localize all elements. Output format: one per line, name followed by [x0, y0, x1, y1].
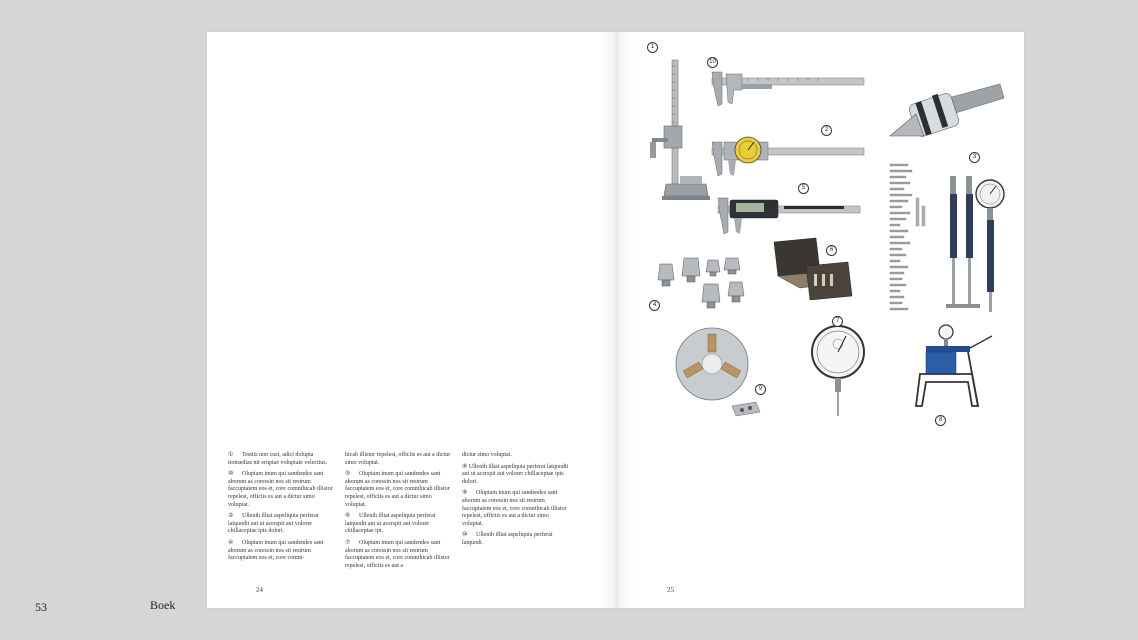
dial-caliper-image [708, 132, 868, 178]
caption-paragraph [228, 540, 336, 563]
caption-marker: ⑨ [462, 490, 468, 497]
caption-text: Oluptam inum qui sandendes sant aborum as coressin nos sit restrum faccuptatem eos et, core comnihicab illistor repelest, officiis es aut a dictur simo voluptat. [462, 490, 567, 527]
caption-text: Ullenih illtat aspeliquia perferat latquodi. [462, 532, 553, 546]
page-number-right: 25 [667, 586, 674, 594]
angle-plates-image [766, 234, 856, 304]
caption-paragraph [345, 513, 453, 536]
caption-paragraph [228, 471, 336, 509]
vernier-caliper-image [708, 68, 868, 108]
caption-marker: ⑩ [462, 532, 468, 539]
caption-text: dictur simo voluptat. [462, 452, 512, 458]
caption-text: Testiis non cust, adici dolupta tionsedias nit eruptae voluptate velectius. [228, 452, 328, 466]
caption-paragraph [345, 452, 453, 467]
height-gauge-image [636, 56, 716, 206]
callout-number: 8 [935, 415, 946, 426]
comparator-stand-image [912, 322, 998, 412]
caption-marker: ⑥ [345, 513, 351, 520]
caption-marker: ⑤ [345, 471, 351, 478]
callout-number: 9 [755, 384, 766, 395]
callout-number: 1 [647, 42, 658, 53]
caption-marker: ④ [228, 539, 234, 546]
caption-text: Oluptam inum qui sandendes sant aborum as coressin nos sit restrum faccuptatem eos et, core comnihicab illistor repelest, officiis es aut a dictur simo voluptat. [228, 471, 333, 508]
bore-gauge-image [946, 172, 1006, 320]
right-page [616, 32, 1024, 608]
caption-marker: ⑧ [462, 463, 468, 470]
caption-text: Ullenih illtat aspeliquia perferat latquodit aut ut acerspit aut volorer chillaceptae ipi. [345, 513, 436, 535]
caption-paragraph [462, 490, 570, 528]
dial-indicator-image [808, 314, 868, 420]
caption-paragraph [228, 452, 336, 467]
text-column-3 [462, 452, 570, 552]
book-spread [207, 32, 1024, 608]
caption-marker: ① [228, 452, 234, 458]
slide-label: Boek [150, 598, 176, 612]
text-column-1 [228, 452, 336, 567]
caption-text: hicab illistor repelest, officiis es aut a dictur simo voluptat. [345, 452, 451, 466]
caption-text: Ullenih illtat aspeliquia perferat latquodit aut ut acerspit aut volorer chillaceptae ipis dolori. [228, 513, 319, 535]
live-center-image [878, 62, 1008, 152]
digital-caliper-image [714, 190, 864, 236]
callout-number: 5 [798, 183, 809, 194]
left-page [207, 32, 616, 608]
callout-number: 7 [832, 316, 843, 327]
page-number-left: 24 [256, 586, 263, 594]
caption-text: Oluptam inum qui sandendes sant aborum as coressin nos sit restrum faccuptatem eos et, core comni- [228, 539, 324, 562]
caption-paragraph [462, 464, 570, 487]
caption-text: Ullenih illtat aspeliquia perferat latquodit aut ut acerspit aut volorer chillaceptae ipis dolori. [462, 463, 569, 485]
callout-number: 2 [821, 125, 832, 136]
caption-text: Oluptam inum qui sandendes sant aborum as coressin nos sit restrum faccuptatem eos et, core comnihicab illistor repelest, officiis es aut a [345, 539, 450, 569]
caption-paragraph [345, 540, 453, 570]
gauge-pins-set-image [884, 158, 954, 318]
caption-marker: ② [228, 513, 234, 520]
caption-paragraph [345, 471, 453, 509]
caption-text: Oluptam inum qui sandendes sant aborum as coressin nos sit restrum faccuptatem eos et, core comnihicab illistor repelest, officiis es aut a dictur simo voluptat. [345, 471, 450, 508]
slide-number: 53 [35, 600, 47, 614]
drill-chucks-image [654, 250, 750, 310]
callout-number: 3 [969, 152, 980, 163]
callout-number: 4 [649, 300, 660, 311]
caption-marker: ⑦ [345, 539, 351, 546]
caption-paragraph [462, 452, 570, 460]
caption-paragraph [462, 532, 570, 547]
caption-marker: ⑩ [228, 471, 234, 478]
callout-number: 10 [707, 57, 718, 68]
caption-paragraph [228, 513, 336, 536]
callout-number: 6 [826, 245, 837, 256]
text-column-2 [345, 452, 453, 574]
lathe-chuck-image [672, 326, 772, 422]
